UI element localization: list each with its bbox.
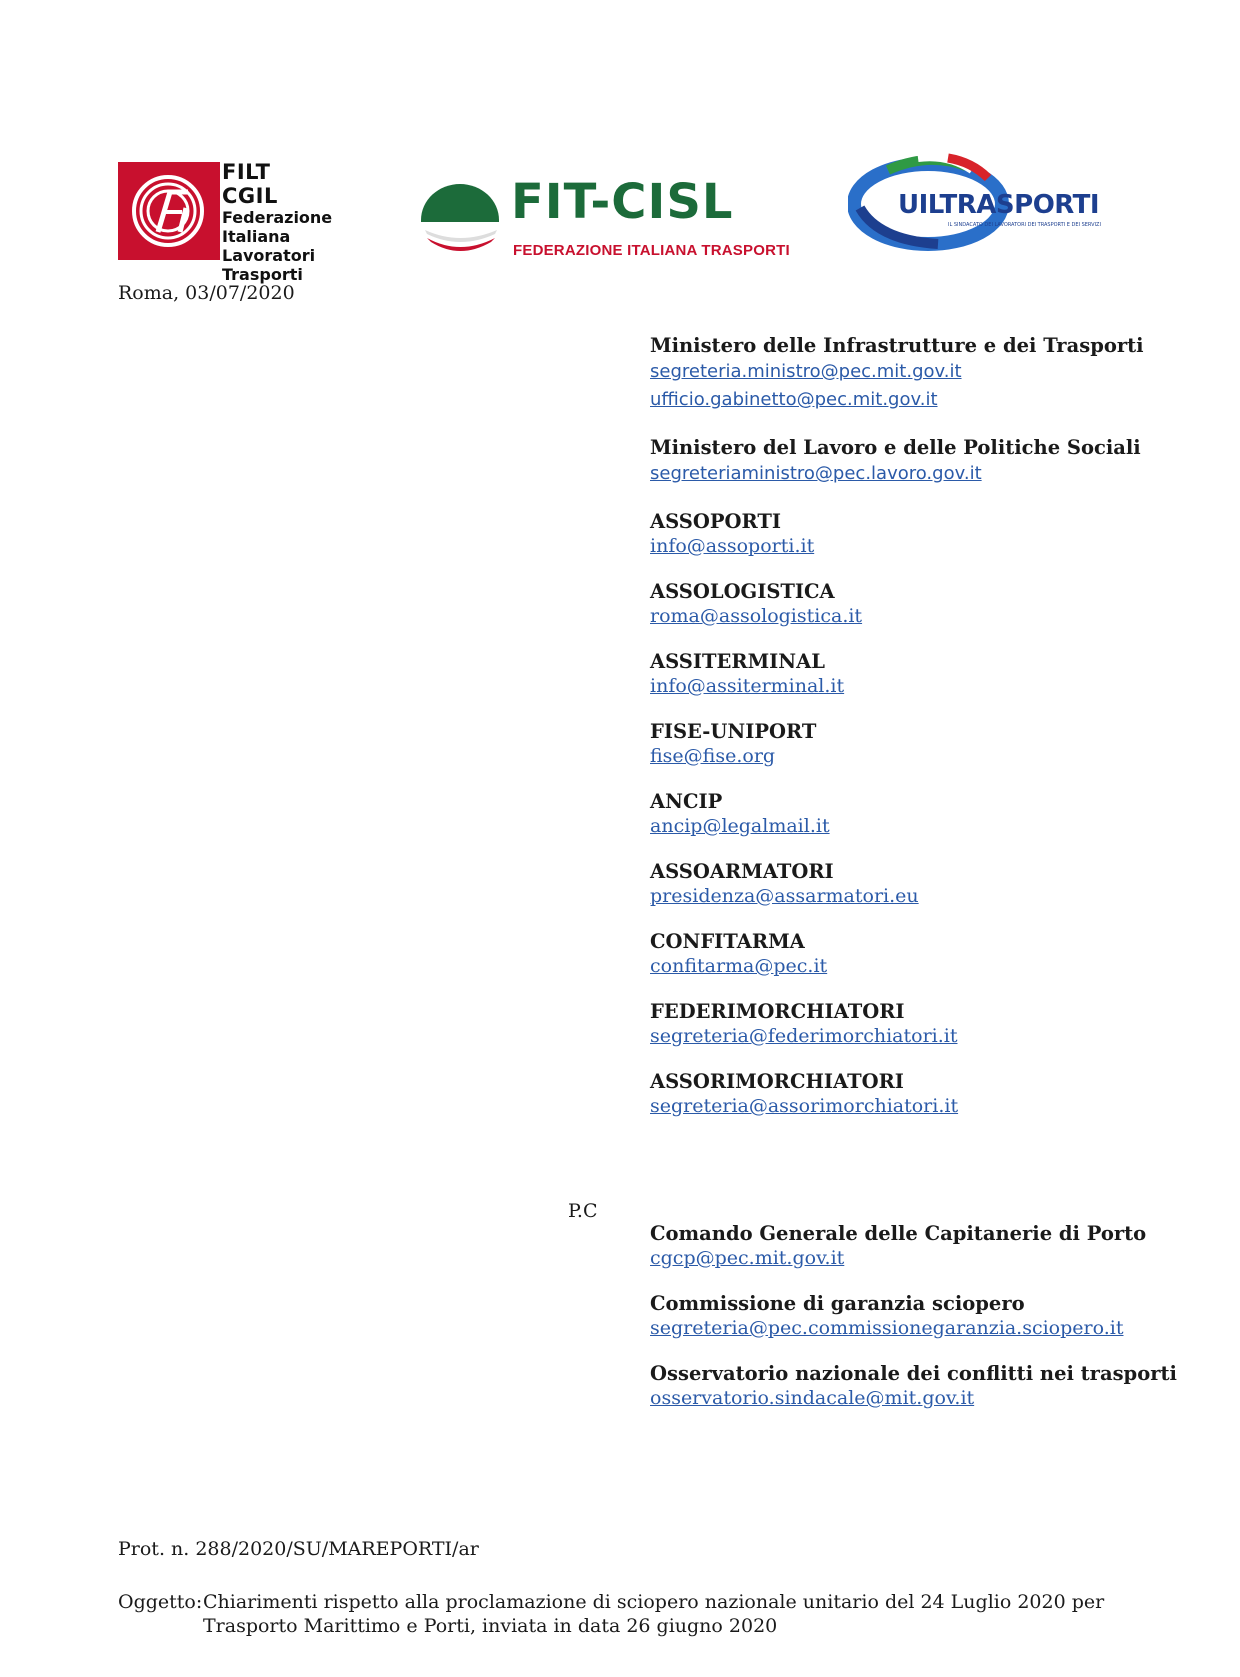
recipient-entry xyxy=(650,1292,1220,1340)
fit-cisl-emblem-icon xyxy=(417,180,503,260)
recipient-name: Comando Generale delle Capitanerie di Porto xyxy=(650,1222,1147,1245)
pc-label: P.C xyxy=(568,1200,598,1222)
recipient-entry xyxy=(650,334,1220,414)
recipient-name: CONFITARMA xyxy=(650,930,805,953)
recipient-email-link[interactable]: ancip@legalmail.it xyxy=(650,815,830,837)
filt-line: Federazione xyxy=(222,208,333,227)
filt-logo-text xyxy=(222,160,332,284)
filt-emblem-icon xyxy=(118,162,220,260)
recipient-name: Osservatorio nazionale dei conflitti nei trasporti xyxy=(650,1362,1177,1385)
recipient-email-link[interactable]: segreteria.ministro@pec.mit.gov.it xyxy=(650,361,962,382)
recipient-entry xyxy=(650,436,1220,488)
filt-line: Lavoratori xyxy=(222,246,316,265)
recipient-entry xyxy=(650,580,1220,628)
subject-label: Oggetto: xyxy=(118,1591,203,1613)
recipient-email-link[interactable]: segreteria@federimorchiatori.it xyxy=(650,1025,958,1047)
subject-block xyxy=(118,1590,1118,1638)
recipient-email-link[interactable]: fise@fise.org xyxy=(650,745,776,767)
recipient-email-link[interactable]: segreteria@pec.commissionegaranzia.sciopero.it xyxy=(650,1317,1124,1339)
subject-line: Trasporto Marittimo e Porti, inviata in data 26 giugno 2020 xyxy=(203,1615,778,1637)
recipient-email-link[interactable]: info@assiterminal.it xyxy=(650,675,845,697)
recipient-name: FEDERIMORCHIATORI xyxy=(650,1000,905,1023)
recipient-entry xyxy=(650,1000,1220,1048)
recipient-email-link[interactable]: segreteriaministro@pec.lavoro.gov.it xyxy=(650,463,982,484)
recipient-entry xyxy=(650,1070,1220,1118)
recipient-email-link[interactable]: presidenza@assarmatori.eu xyxy=(650,885,919,907)
recipient-name: ASSOARMATORI xyxy=(650,860,834,883)
recipient-entry xyxy=(650,720,1220,768)
recipient-email-link[interactable]: osservatorio.sindacale@mit.gov.it xyxy=(650,1387,975,1409)
uiltrasporti-subtitle: IL SINDACATO DEI LAVORATORI DEI TRASPORTI E DEI SERVIZI xyxy=(948,222,1101,228)
recipient-name: ANCIP xyxy=(650,790,723,813)
recipient-name: Commissione di garanzia sciopero xyxy=(650,1292,1025,1315)
recipient-email-link[interactable]: roma@assologistica.it xyxy=(650,605,863,627)
recipient-name: FISE-UNIPORT xyxy=(650,720,817,743)
pc-recipient-list xyxy=(650,1222,1220,1432)
fit-cisl-title: FIT-CISL xyxy=(511,174,734,230)
recipient-name: ASSOPORTI xyxy=(650,510,781,533)
protocol-number: Prot. n. 288/2020/SU/MAREPORTI/ar xyxy=(118,1538,479,1560)
recipient-name: Ministero del Lavoro e delle Politiche Sociali xyxy=(650,436,1141,459)
recipient-entry xyxy=(650,930,1220,978)
filt-title: FILT CGIL xyxy=(222,160,278,208)
uiltrasporti-logo xyxy=(848,148,1110,252)
recipient-entry xyxy=(650,1222,1220,1270)
recipient-entry xyxy=(650,1362,1220,1410)
recipient-email-link[interactable]: ufficio.gabinetto@pec.mit.gov.it xyxy=(650,389,938,410)
filt-line: Trasporti xyxy=(222,265,303,284)
recipient-entry xyxy=(650,650,1220,698)
filt-line: Italiana xyxy=(222,227,291,246)
uiltrasporti-title: UILTRASPORTI xyxy=(898,190,1100,220)
subject-line: Chiarimenti rispetto alla proclamazione di sciopero nazionale unitario del 24 Luglio 2020 per xyxy=(203,1591,1105,1613)
recipient-name: Ministero delle Infrastrutture e dei Trasporti xyxy=(650,334,1144,357)
recipient-entry xyxy=(650,790,1220,838)
fit-cisl-logo xyxy=(417,174,790,260)
recipient-entry xyxy=(650,860,1220,908)
recipient-email-link[interactable]: confitarma@pec.it xyxy=(650,955,828,977)
letter-date: Roma, 03/07/2020 xyxy=(118,282,295,304)
recipient-email-link[interactable]: info@assoporti.it xyxy=(650,535,815,557)
recipient-name: ASSORIMORCHIATORI xyxy=(650,1070,904,1093)
fit-cisl-subtitle: FEDERAZIONE ITALIANA TRASPORTI xyxy=(513,242,790,259)
recipient-list xyxy=(650,334,1220,1140)
recipient-name: ASSOLOGISTICA xyxy=(650,580,835,603)
recipient-email-link[interactable]: cgcp@pec.mit.gov.it xyxy=(650,1247,845,1269)
filt-cgil-logo xyxy=(118,160,333,284)
recipient-name: ASSITERMINAL xyxy=(650,650,825,673)
recipient-entry xyxy=(650,510,1220,558)
recipient-email-link[interactable]: segreteria@assorimorchiatori.it xyxy=(650,1095,959,1117)
